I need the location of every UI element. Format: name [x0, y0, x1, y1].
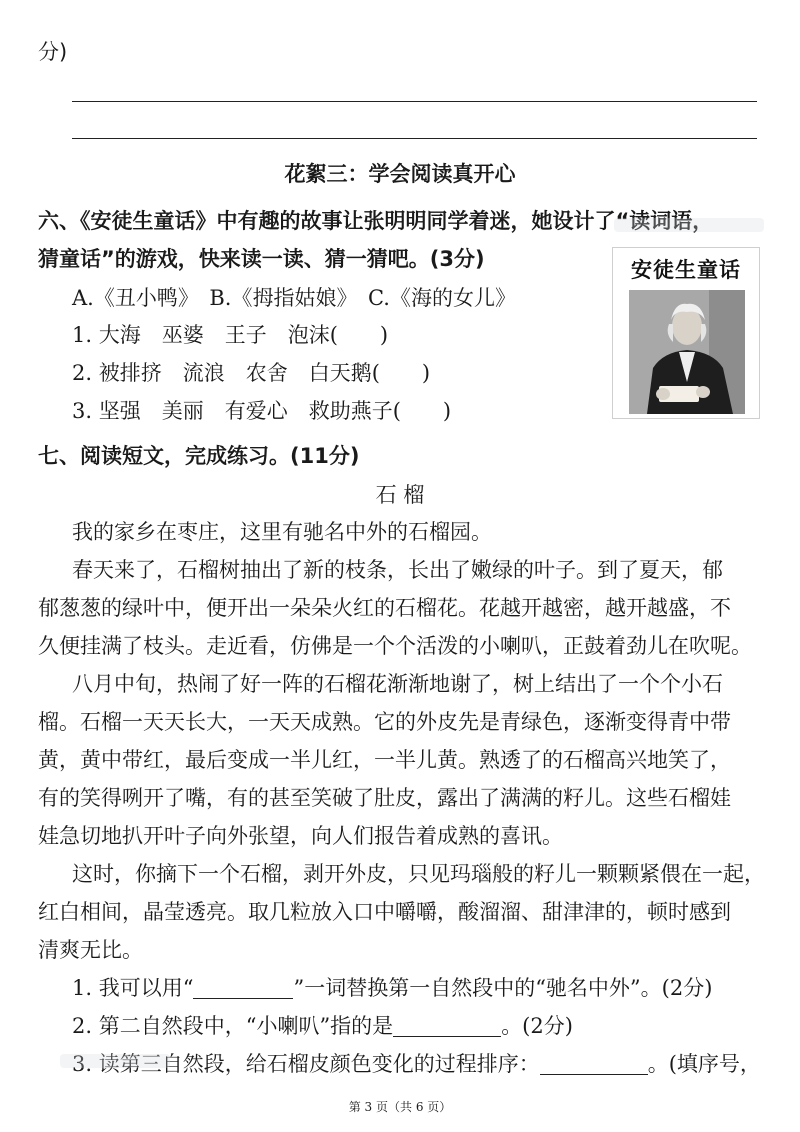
- q6-item-2-answer-bracket[interactable]: ( ): [371, 361, 431, 385]
- passage-p2-line-2: 郁葱葱的绿叶中，便开出一朵朵火红的石榴花。花越开越密，越开越盛，不: [38, 596, 731, 620]
- author-portrait-image: [629, 290, 745, 414]
- subquestion-3-prefix: 3. 读第三自然段，给石榴皮颜色变化的过程排序：: [72, 1052, 540, 1076]
- watermark-top: [614, 214, 764, 241]
- book-cover-image: [612, 247, 760, 419]
- q6-item-3-answer-bracket[interactable]: ( ): [392, 399, 452, 423]
- subquestion-1-suffix: ”一词替换第一自然段中的“驰名中外”。(2分): [293, 976, 713, 1000]
- subquestion-1-prefix: 1. 我可以用“: [72, 976, 194, 1000]
- q6-item-1-text: 1. 大海 巫婆 王子 泡沫: [72, 323, 330, 347]
- passage-p3-line-5: 娃急切地扒开叶子向外张望，向人们报告着成熟的喜讯。: [38, 824, 563, 848]
- q6-options: A.《丑小鸭》 B.《拇指姑娘》 C.《海的女儿》: [72, 286, 516, 310]
- subquestion-2-suffix: 。(2分): [501, 1014, 573, 1038]
- subquestion-1-answer-blank[interactable]: [193, 976, 293, 999]
- answer-line-1[interactable]: [72, 101, 757, 102]
- passage-p2-line-3: 久便挂满了枝头。走近看，仿佛是一个个活泼的小喇叭，正鼓着劲儿在吹呢。: [38, 634, 752, 658]
- passage-p3-line-4: 有的笑得咧开了嘴，有的甚至笑破了肚皮，露出了满满的籽儿。这些石榴娃: [38, 786, 731, 810]
- passage-p4-line-3: 清爽无比。: [38, 938, 143, 962]
- portrait-illustration: [629, 290, 745, 414]
- watermark-bottom-shape: [60, 1050, 170, 1072]
- passage-p3-line-2: 榴。石榴一天天长大，一天天成熟。它的外皮先是青绿色，逐渐变得青中带: [38, 710, 731, 734]
- page-footer: 第 3 页（共 6 页）: [348, 1100, 452, 1114]
- q6-item-3-text: 3. 坚强 美丽 有爱心 救助燕子: [72, 399, 393, 423]
- q6-item-2-text: 2. 被排挤 流浪 农舍 白天鹅: [72, 361, 372, 385]
- passage-p3-line-1: 八月中旬，热闹了好一阵的石榴花渐渐地谢了，树上结出了一个个小石: [72, 672, 723, 696]
- answer-line-2[interactable]: [72, 138, 757, 139]
- q6-item-2: [72, 359, 430, 387]
- passage-p3-line-3: 黄，黄中带红，最后变成一半儿红，一半儿黄。熟透了的石榴高兴地笑了，: [38, 748, 731, 772]
- q6-item-1-answer-bracket[interactable]: ( ): [329, 323, 389, 347]
- passage-p4-line-2: 红白相间，晶莹透亮。取几粒放入口中嚼嚼，酸溜溜、甜津津的，顿时感到: [38, 900, 731, 924]
- q6-item-3: [72, 397, 451, 425]
- q6-line-1: 六、《安徒生童话》中有趣的故事让张明明同学着迷，她设计了“读词语，: [38, 209, 714, 233]
- subquestion-2-answer-blank[interactable]: [393, 1014, 501, 1037]
- continued-question-end: 分): [38, 40, 68, 64]
- q7-heading: 七、阅读短文，完成练习。(11分): [38, 444, 360, 468]
- passage-p4-line-1: 这时，你摘下一个石榴，剥开外皮，只见玛瑙般的籽儿一颗颗紧偎在一起，: [72, 862, 765, 886]
- subquestion-2: [72, 1012, 573, 1040]
- q6-item-1: [72, 321, 388, 349]
- watermark-top-shape: [614, 214, 764, 236]
- watermark-bottom: [60, 1050, 170, 1077]
- section-heading: 花絮三：学会阅读真开心: [284, 162, 516, 186]
- subquestion-3: [72, 1050, 761, 1078]
- passage-p1: 我的家乡在枣庄，这里有驰名中外的石榴园。: [72, 520, 492, 544]
- subquestion-3-suffix: 。(填序号，: [647, 1052, 761, 1076]
- q6-line-2: 猜童话”的游戏，快来读一读、猜一猜吧。(3分): [38, 247, 485, 271]
- passage-p2-line-1: 春天来了，石榴树抽出了新的枝条，长出了嫩绿的叶子。到了夏天，郁: [72, 558, 723, 582]
- subquestion-1: [72, 974, 712, 1002]
- subquestion-3-answer-blank[interactable]: [540, 1052, 648, 1075]
- subquestion-2-prefix: 2. 第二自然段中，“小喇叭”指的是: [72, 1014, 394, 1038]
- passage-title: 石 榴: [375, 483, 425, 507]
- book-cover-title: 安徒生童话: [631, 258, 741, 282]
